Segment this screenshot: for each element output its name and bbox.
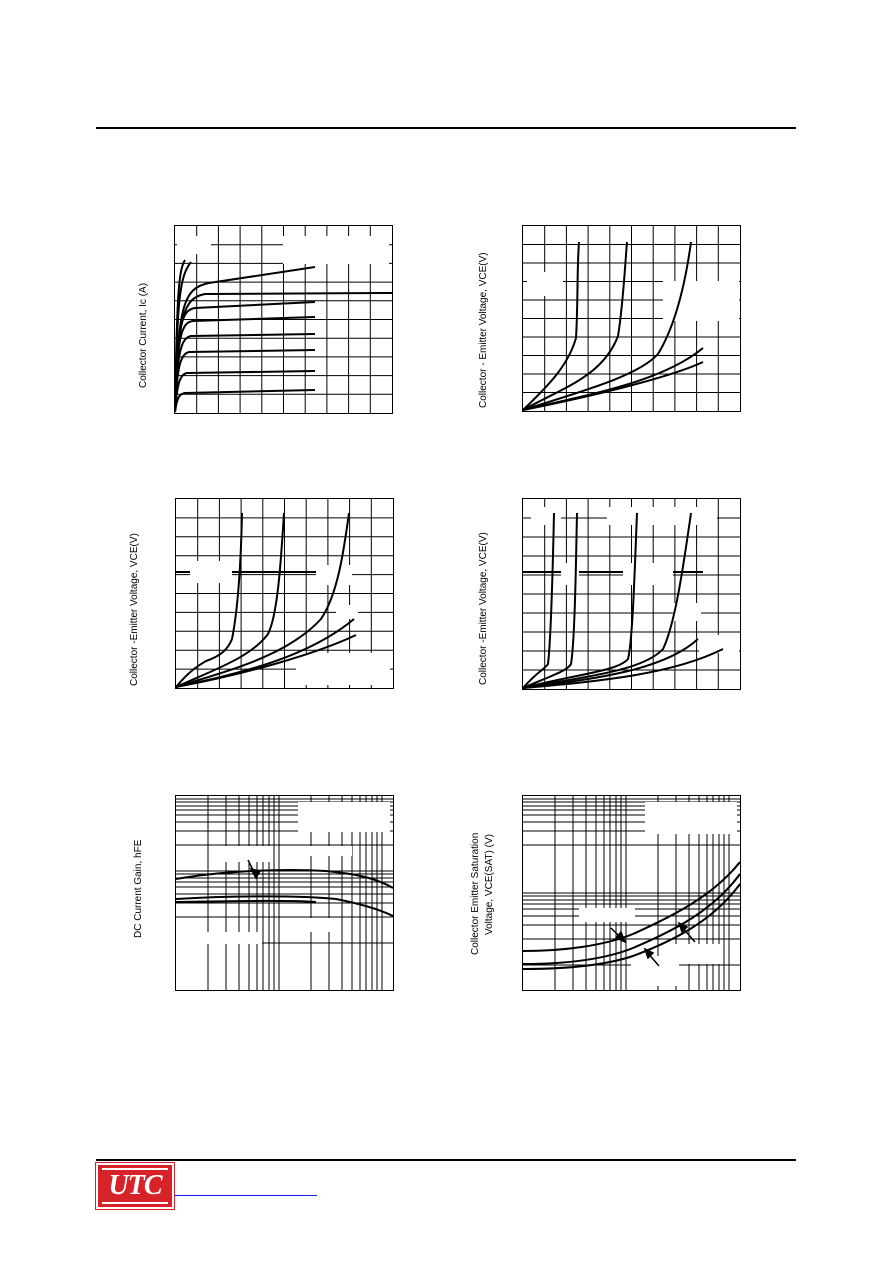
chart1-ylabel: Collector Current, Ic (A) <box>138 282 149 388</box>
utc-logo <box>96 1163 174 1209</box>
chart6-saturation-voltage <box>522 795 741 991</box>
chart3-ylabel: Collector -Emitter Voltage, VCE(V) <box>129 533 140 686</box>
footer-link-underline[interactable] <box>175 1195 317 1196</box>
chart4-grid <box>523 499 740 689</box>
chart5-ylabel: DC Current Gain, hFE <box>133 839 144 938</box>
chart4-saturation-region <box>522 498 741 690</box>
chart2-ylabel: Collector - Emitter Voltage, VCE(V) <box>478 252 489 408</box>
chart2-saturation-region <box>522 225 741 412</box>
chart6-ylabel-line1: Collector Emitter Saturation <box>470 832 481 955</box>
chart5-arrow <box>248 860 260 878</box>
chart5-dc-current-gain <box>175 795 394 991</box>
chart4-curves <box>523 513 723 688</box>
chart4-ylabel: Collector -Emitter Voltage, VCE(V) <box>478 532 489 685</box>
utc-logo-text: UTC <box>108 1170 162 1201</box>
chart1-masks <box>177 236 389 264</box>
chart2-masks <box>527 272 739 321</box>
chart3-saturation-region <box>175 498 394 689</box>
chart1-output-characteristics <box>174 225 393 414</box>
chart6-ylabel-line2: Voltage, VCE(SAT) (V) <box>484 834 495 935</box>
footer-rule <box>96 1159 796 1161</box>
header-rule <box>96 127 796 129</box>
chart2-curves <box>523 242 703 410</box>
